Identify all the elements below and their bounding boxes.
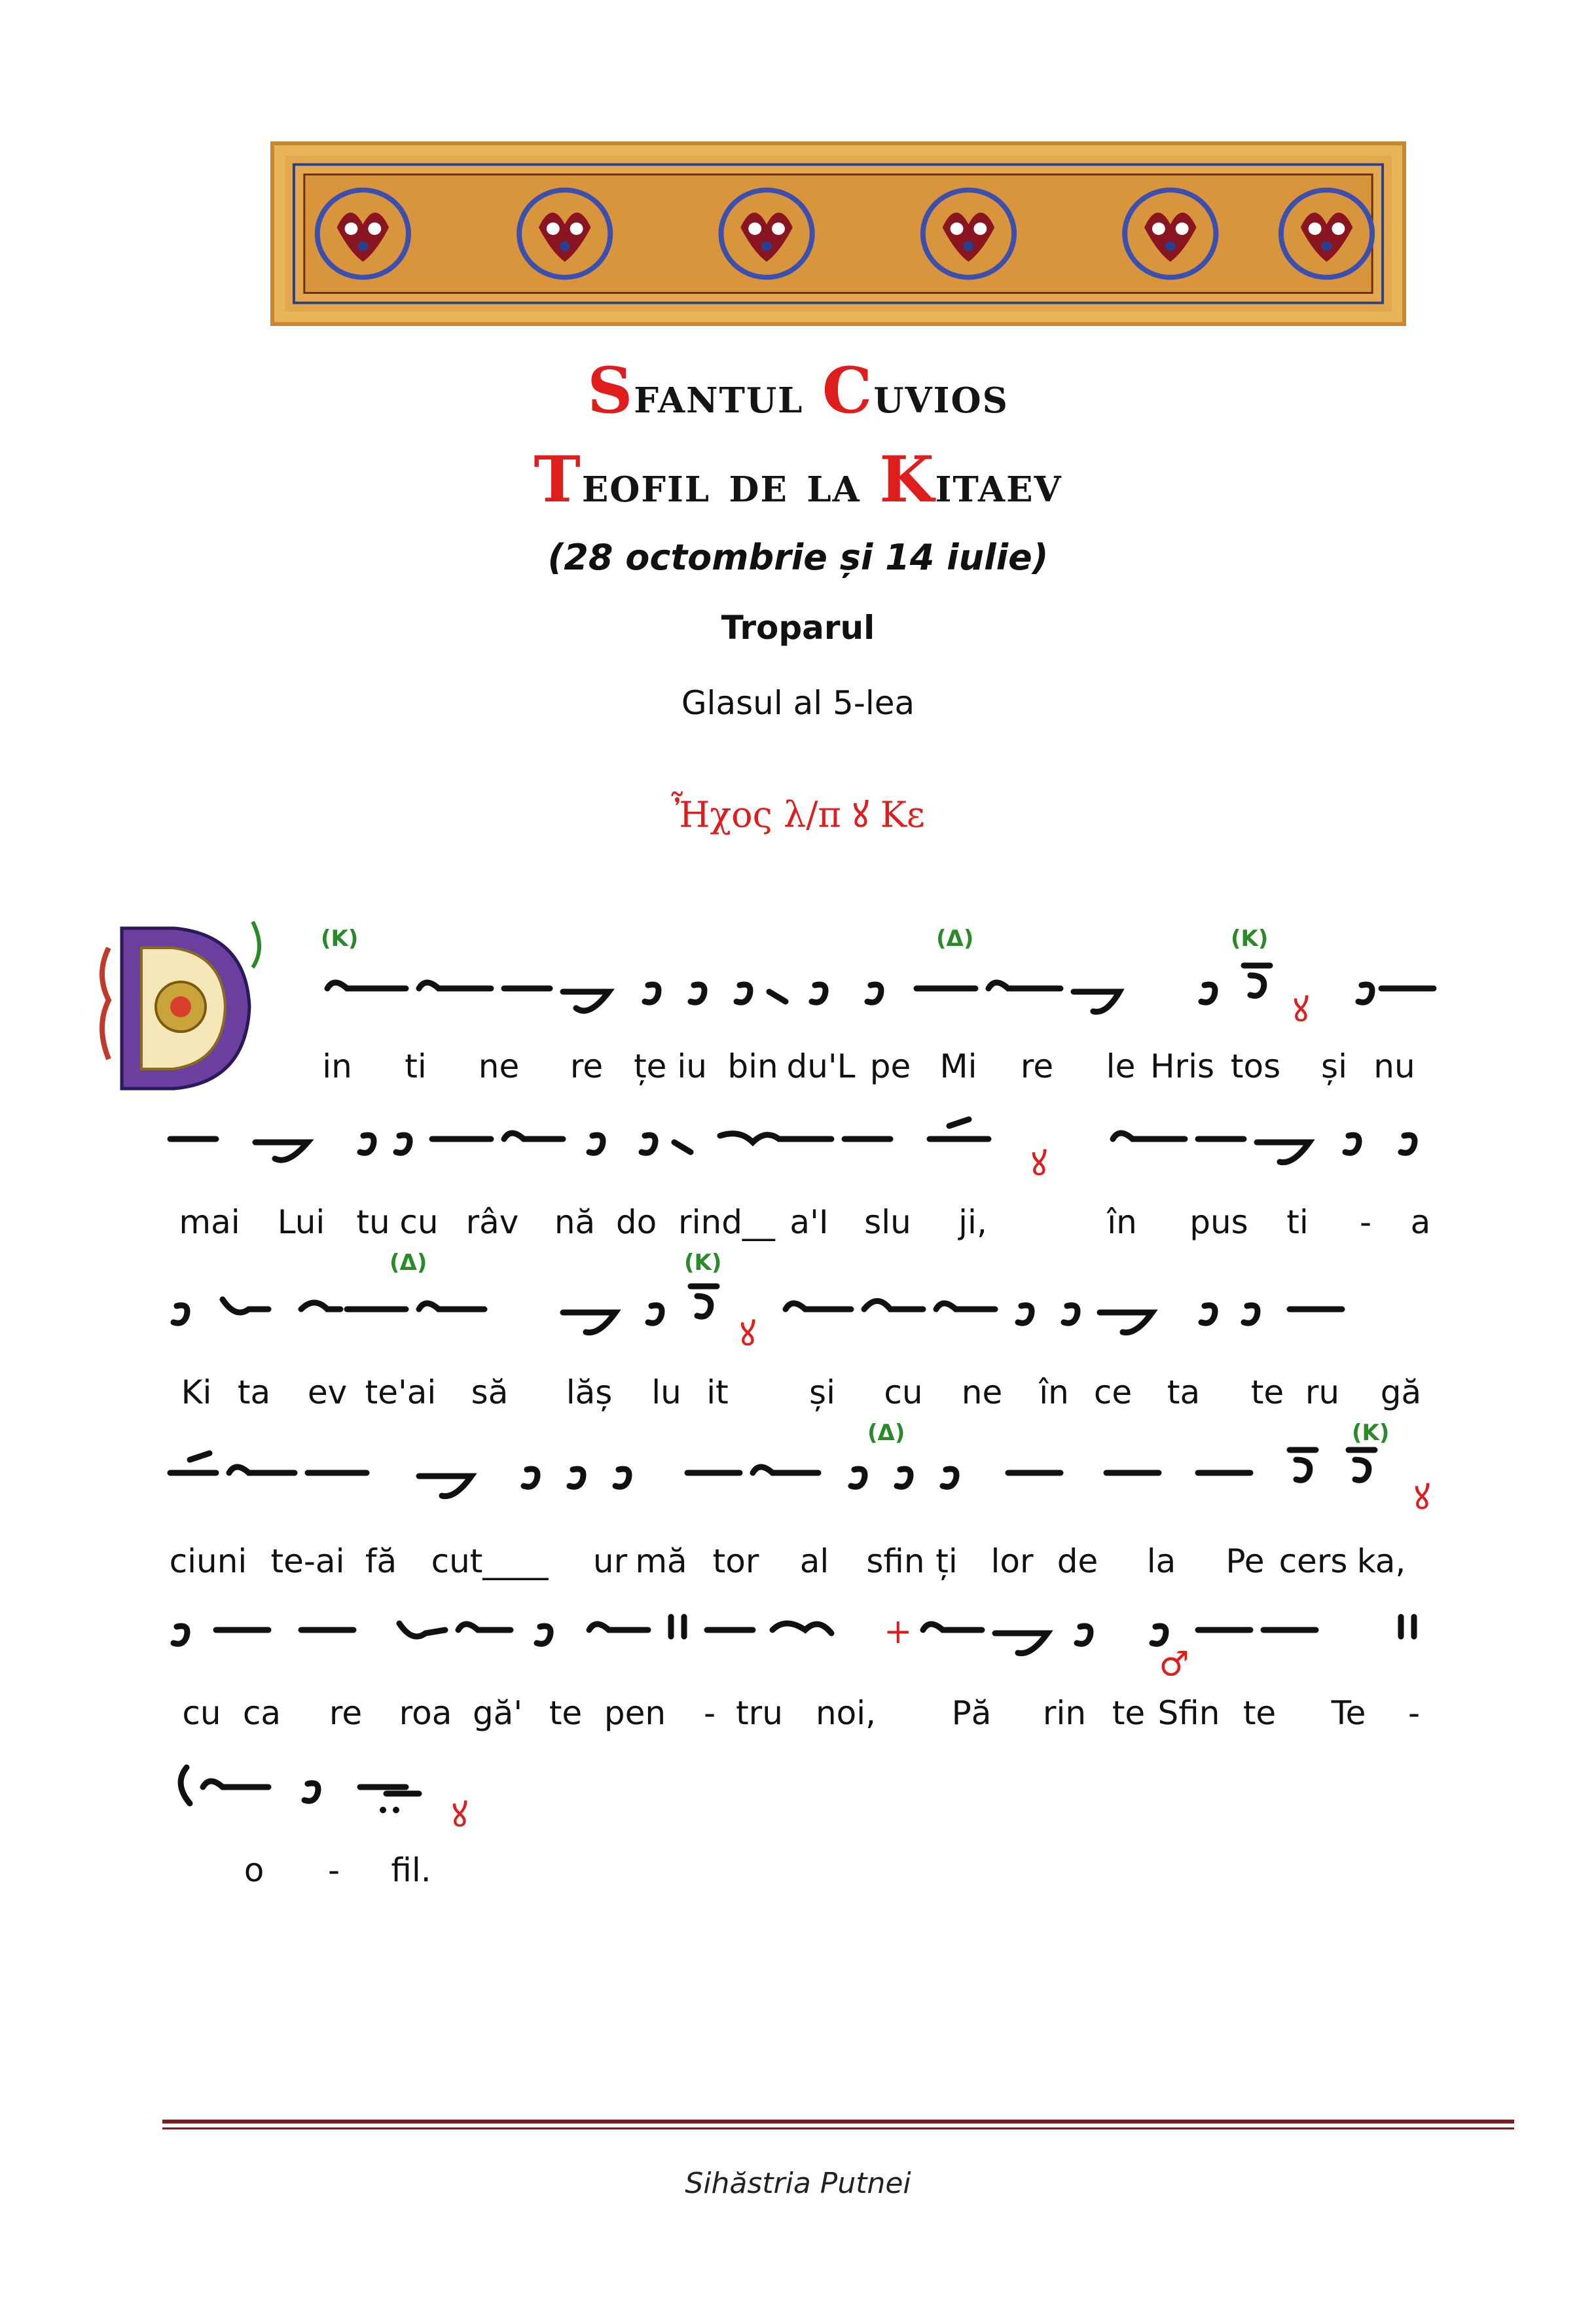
syllable: ta	[237, 1373, 271, 1411]
syllable: mă	[635, 1542, 687, 1580]
syllable: -	[327, 1851, 340, 1889]
syllable: rind__	[678, 1203, 775, 1241]
marker-delta-1: (Δ)	[936, 926, 974, 952]
syllable: it	[706, 1373, 729, 1411]
marker-kappa-4: (Κ)	[1352, 1420, 1390, 1446]
syllable: re	[570, 1047, 604, 1085]
title-cap-t: T	[534, 443, 582, 516]
syllable: pen	[604, 1694, 666, 1732]
syllable: tor	[712, 1542, 759, 1580]
syllable: Te	[1331, 1694, 1366, 1732]
red-sign-3: ꙋ	[740, 1314, 756, 1354]
title-text-eofil: eofil de la	[581, 455, 880, 513]
syllable: Pă	[951, 1694, 992, 1732]
marker-delta-3: (Δ)	[867, 1420, 905, 1446]
syllable: o	[244, 1851, 264, 1889]
syllable: te-ai	[270, 1542, 345, 1580]
syllable: fă	[365, 1542, 397, 1580]
syllable: cu	[884, 1373, 923, 1411]
syllable: ne	[961, 1373, 1003, 1411]
footer-text: Sihăstria Putnei	[685, 2167, 911, 2200]
syllable: sfin	[866, 1542, 925, 1580]
syllable: do	[615, 1203, 657, 1241]
marker-kappa-2: (Κ)	[1231, 926, 1269, 952]
syllable: și	[809, 1373, 835, 1411]
syllable: pus	[1189, 1203, 1248, 1241]
syllable: Ki	[181, 1373, 212, 1411]
syllable: gă'	[472, 1694, 523, 1732]
syllable: rin	[1042, 1694, 1087, 1732]
syllable: ur	[592, 1542, 628, 1580]
syllable: tru	[736, 1694, 783, 1732]
syllable: -	[1359, 1203, 1372, 1241]
red-sign-plus: +	[884, 1612, 913, 1652]
marker-delta-2: (Δ)	[390, 1250, 427, 1276]
syllable: Sfin	[1157, 1694, 1220, 1732]
syllable: du'L	[786, 1047, 856, 1085]
syllable: Pe	[1225, 1542, 1265, 1580]
syllable: cers	[1279, 1542, 1348, 1580]
echos-signature: Ἦχος λ/π ꙋ Κε	[671, 794, 925, 835]
title-text-itaev: itaev	[935, 455, 1062, 513]
syllable: cu	[399, 1203, 439, 1241]
syllable: ru	[1305, 1373, 1340, 1411]
syllable: și	[1321, 1047, 1347, 1085]
footer-rule-top	[162, 2120, 1514, 2124]
syllable: roa	[399, 1694, 452, 1732]
syllable: tu	[356, 1203, 390, 1241]
syllable: Lui	[277, 1203, 325, 1241]
syllable: re	[329, 1694, 363, 1732]
mode-label: Glasul al 5-lea	[681, 684, 915, 722]
title-text-uvios: uvios	[873, 366, 1009, 424]
syllable: mai	[179, 1203, 240, 1241]
syllable: te	[549, 1694, 583, 1732]
feast-dates: (28 octombrie și 14 iulie)	[547, 537, 1049, 578]
syllable: Hris	[1150, 1047, 1215, 1085]
syllable: să	[471, 1373, 509, 1411]
syllable: cu	[182, 1694, 221, 1732]
syllable: lor	[990, 1542, 1034, 1580]
title-text-fantul: fantul	[634, 366, 822, 424]
syllable: lu	[651, 1373, 681, 1411]
syllable: Mi	[939, 1047, 977, 1085]
red-sign-1: ꙋ	[1293, 990, 1309, 1030]
syllable: tos	[1230, 1047, 1281, 1085]
marker-kappa-1: (Κ)	[321, 926, 359, 952]
syllable: bin	[727, 1047, 778, 1085]
syllable: te	[1112, 1694, 1146, 1732]
syllable: te	[1242, 1694, 1277, 1732]
syllable: țe iu	[634, 1047, 707, 1085]
syllable: nă	[554, 1203, 596, 1241]
marker-kappa-3: (Κ)	[684, 1250, 722, 1276]
syllable: ce	[1093, 1373, 1133, 1411]
syllable: ti	[405, 1047, 427, 1085]
syllable: ne	[478, 1047, 520, 1085]
syllable: în	[1107, 1203, 1137, 1241]
syllable: în	[1039, 1373, 1069, 1411]
syllable: al	[799, 1542, 829, 1580]
syllable: ca	[242, 1694, 281, 1732]
syllable: ka,	[1356, 1542, 1406, 1580]
syllable: -	[703, 1694, 716, 1732]
syllable: te'ai	[365, 1373, 437, 1411]
syllable: nu	[1373, 1047, 1415, 1085]
syllable: noi,	[815, 1694, 877, 1732]
syllable: slu	[864, 1203, 911, 1241]
syllable: gă	[1380, 1373, 1422, 1411]
syllable: a	[1410, 1203, 1431, 1241]
syllable: la	[1146, 1542, 1176, 1580]
red-sign-2: ꙋ	[1031, 1144, 1047, 1184]
syllable: lăș	[566, 1373, 613, 1411]
title-cap-c: C	[822, 353, 874, 427]
syllable: te	[1250, 1373, 1284, 1411]
piece-heading: Troparul	[721, 609, 875, 647]
syllable: râv	[465, 1203, 519, 1241]
syllable: ți	[935, 1542, 958, 1580]
syllable: re	[1020, 1047, 1054, 1085]
red-sign-4: ꙋ	[1414, 1478, 1430, 1517]
syllable: ev	[307, 1373, 348, 1411]
syllable: pe	[869, 1047, 911, 1085]
syllable: a'I	[789, 1203, 829, 1241]
syllable: ti	[1286, 1203, 1309, 1241]
syllable: ciuni	[169, 1542, 247, 1580]
red-sign-6: ꙋ	[452, 1796, 468, 1835]
syllable: ji,	[958, 1203, 987, 1241]
syllable: ta	[1167, 1373, 1201, 1411]
syllable: -	[1407, 1694, 1421, 1732]
title-cap-k: K	[879, 443, 935, 516]
syllable: le	[1106, 1047, 1136, 1085]
syllable: de	[1057, 1542, 1098, 1580]
syllable: cut____	[431, 1542, 549, 1580]
title-cap-s: S	[587, 353, 634, 427]
footer-rule-bottom	[162, 2127, 1514, 2129]
syllable: in	[322, 1047, 352, 1085]
red-sign-5: ♂	[1159, 1645, 1189, 1684]
syllable: fil.	[391, 1851, 431, 1889]
